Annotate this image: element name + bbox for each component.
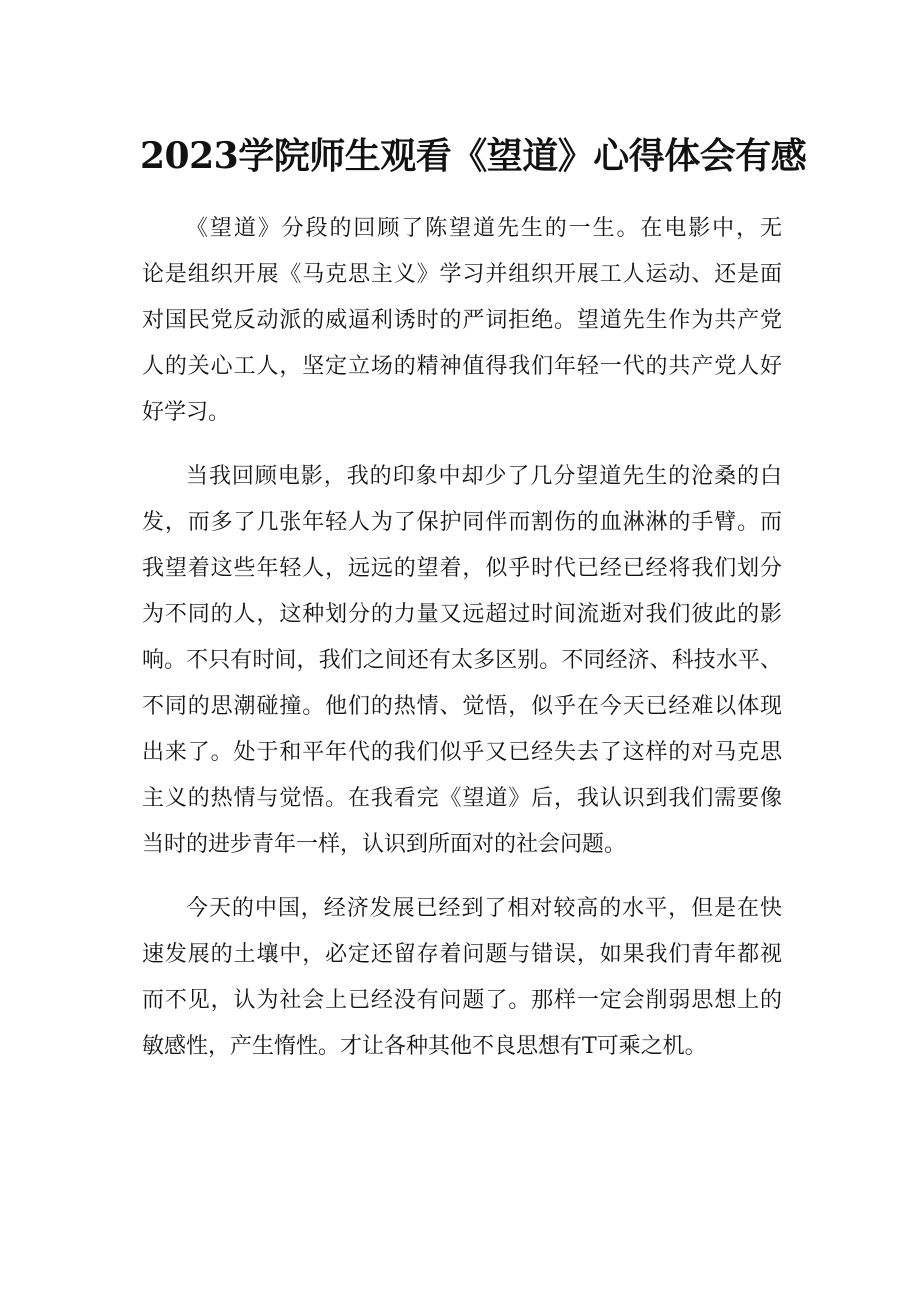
paragraph-line: 我望着这些年轻人，远远的望着，似乎时代已经已经将我们划分 xyxy=(142,556,782,581)
document-body xyxy=(142,206,782,1070)
document-title: 2023学院师生观看《望道》心得体会有感 xyxy=(140,135,807,177)
paragraph-line: 响。不只有时间，我们之间还有太多区别。不同经济、科技水平、 xyxy=(142,648,782,673)
paragraph-line: 主义的热情与觉悟。在我看完《望道》后，我认识到我们需要像 xyxy=(142,786,782,811)
paragraph-line: 不同的思潮碰撞。他们的热情、觉悟，似乎在今天已经难以体现 xyxy=(142,694,782,719)
paragraph-line: 当我回顾电影，我的印象中却少了几分望道先生的沧桑的白 xyxy=(186,464,782,489)
paragraph-line: 出来了。处于和平年代的我们似乎又已经失去了这样的对马克思 xyxy=(142,740,782,765)
paragraph-line: 发，而多了几张年轻人为了保护同伴而割伤的血淋淋的手臂。而 xyxy=(142,510,782,535)
paragraph-line: 人的关心工人，坚定立场的精神值得我们年轻一代的共产党人好 xyxy=(142,354,782,379)
paragraph-line: 当时的进步青年一样，认识到所面对的社会问题。 xyxy=(142,832,627,857)
paragraph-line: 为不同的人，这种划分的力量又远超过时间流逝对我们彼此的影 xyxy=(142,602,782,627)
paragraph-line: 而不见，认为社会上已经没有问题了。那样一定会削弱思想上的 xyxy=(142,988,782,1013)
paragraph-line: 速发展的土壤中，必定还留存着问题与错误，如果我们青年都视 xyxy=(142,942,782,967)
paragraph-line: 今天的中国，经济发展已经到了相对较高的水平，但是在快 xyxy=(186,896,782,921)
paragraph-1 xyxy=(142,206,782,436)
paragraph-line: 《望道》分段的回顾了陈望道先生的一生。在电影中，无 xyxy=(186,216,782,241)
paragraph-2 xyxy=(142,454,782,868)
paragraph-line: 对国民党反动派的威逼利诱时的严词拒绝。望道先生作为共产党 xyxy=(142,308,782,333)
paragraph-line: 好学习。 xyxy=(142,400,231,425)
paragraph-line: 论是组织开展《马克思主义》学习并组织开展工人运动、还是面 xyxy=(142,262,782,287)
paragraph-line: 敏感性，产生惰性。才让各种其他不良思想有T可乘之机。 xyxy=(142,1034,707,1059)
paragraph-3 xyxy=(142,886,782,1070)
